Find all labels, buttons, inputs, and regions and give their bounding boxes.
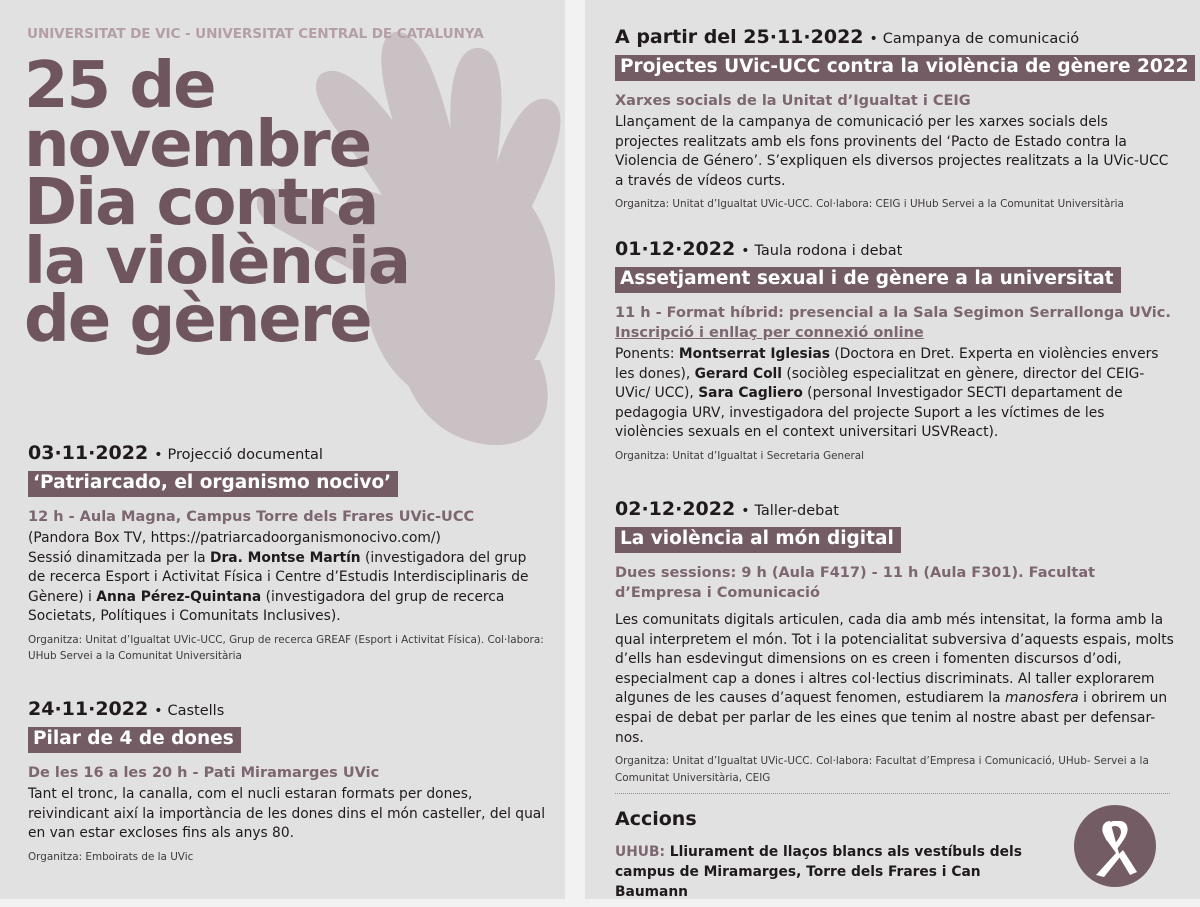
event-type: Taller-debat <box>754 503 839 519</box>
event-body-text: (personal Investigador SECTI departament de pedagogia URV, investigadora del projecte Suport a les víctimes de les violències sexuals en el context universitari USVReact). <box>615 385 1123 441</box>
event-body-text: (investigadora del grup de recerca Societats, Polítiques i Comunitats Inclusives). <box>28 588 505 625</box>
title-line: de gènere <box>24 283 371 357</box>
event-workshop <box>615 498 1175 786</box>
event-date: A partir del 25·11·2022 <box>615 26 864 48</box>
bullet: • <box>741 503 750 519</box>
event-body-text: i obrirem un espai de debat per parlar de les eines que tenim al nostre abast per defensar-nos. <box>615 690 1168 746</box>
title-line: 25 de <box>24 49 215 123</box>
bullet: • <box>154 703 163 719</box>
event-banner: Pilar de 4 de dones <box>28 727 241 753</box>
event-date: 01·12·2022 <box>615 238 736 260</box>
speaker-name: Dra. Montse Martín <box>210 549 361 566</box>
title-line: Dia contra <box>24 166 378 240</box>
event-body-text: Les comunitats digitals articulen, cada dia amb més intensitat, la forma amb la qual interpretem el món. Tot i la potencialitat subversiva d’aquests espais, molts d’ells han esdevingut dimensions on es creen i fomenten discursos d’odi, especialment cap a dones i altres col·lectius discriminats. Al taller explorarem algunes de les causes d’aquest fenomen, estudiarem la <box>615 612 1174 707</box>
event-body <box>615 611 1175 748</box>
event-castells <box>28 698 548 865</box>
event-detail: 12 h - Aula Magna, Campus Torre dels Frares UVic-UCC <box>28 509 475 525</box>
speaker-name: Gerard Coll <box>694 365 783 382</box>
event-organizer: Organitza: Unitat d’Igualtat UVic-UCC. Col·labora: Facultat d’Empresa i Comunicació, UHub- Servei a la Comunitat Universitària, CEIG <box>615 755 1149 784</box>
event-date: 24·11·2022 <box>28 698 149 720</box>
event-body-text: Ponents: <box>615 346 679 362</box>
event-type: Campanya de comunicació <box>882 31 1080 47</box>
event-detail: 11 h - Format híbrid: presencial a la Sala Segimon Serrallonga UVic. <box>615 305 1171 321</box>
right-panel <box>585 0 1200 899</box>
ribbon-badge <box>1074 805 1156 887</box>
actions-lead: UHUB: <box>615 844 665 860</box>
event-body-text: (Doctora en Dret. Experta en violències envers les dones), <box>615 346 1159 382</box>
event-organizer: Organitza: Emboirats de la UVic <box>28 850 194 863</box>
event-body <box>615 345 1175 443</box>
event-banner: ‘Patriarcado, el organismo nocivo’ <box>28 471 398 497</box>
event-detail: Xarxes socials de la Unitat d’Igualtat i CEIG <box>615 93 971 109</box>
actions-body: Lliurament de llaços blancs als vestíbuls dels campus de Miramarges, Torre dels Frares i Can Baumann <box>615 844 1022 899</box>
speaker-name: Montserrat Iglesias <box>678 346 830 362</box>
event-banner: Assetjament sexual i de gènere a la universitat <box>615 267 1121 293</box>
event-organizer: Organitza: Unitat d’Igualtat UVic-UCC. Col·labora: CEIG i UHub Servei a la Comunitat Universitària <box>615 198 1124 211</box>
event-organizer: Organitza: Unitat d’Igualtat UVic-UCC, Grup de recerca GREAF (Esport i Activitat Física). Col·labora: UHub Servei a la Comunitat Universitària <box>28 633 544 663</box>
event-body-text: Sessió dinamitzada per la <box>28 549 211 566</box>
event-banner: La violència al món digital <box>615 527 901 553</box>
bullet: • <box>741 243 750 259</box>
actions-title: Accions <box>615 808 697 830</box>
event-type: Castells <box>167 703 225 719</box>
university-name: UNIVERSITAT DE VIC - UNIVERSITAT CENTRAL DE CATALUNYA <box>27 26 484 42</box>
bullet: • <box>154 447 163 463</box>
emphasis-term: manosfera <box>1004 690 1079 707</box>
event-body <box>28 529 548 627</box>
event-detail: Dues sessions: 9 h (Aula F417) - 11 h (Aula F301). Facultat d’Empresa i Comunicació <box>615 565 1096 601</box>
speaker-name: Sara Cagliero <box>698 385 803 402</box>
registration-link[interactable]: Inscripció i enllaç per connexió online <box>615 325 924 341</box>
event-type: Taula rodona i debat <box>754 243 903 259</box>
event-date: 03·11·2022 <box>28 442 149 464</box>
title-line: la violència <box>24 224 409 299</box>
bullet: • <box>869 31 878 47</box>
ribbon-icon <box>1074 805 1156 887</box>
event-campaign <box>615 26 1189 213</box>
event-body-line: (Pandora Box TV, https://patriarcadoorganismonocivo.com/) <box>28 530 441 546</box>
divider <box>615 793 1170 794</box>
event-body-text: (sociòleg especialitzat en gènere, director del CEIG-UVic/ UCC), <box>615 365 1145 402</box>
event-documentary <box>28 442 548 665</box>
left-panel <box>0 0 565 899</box>
event-round-table <box>615 238 1175 464</box>
actions-text <box>615 842 1045 899</box>
event-body-text: (investigadora del grup de recerca Esport i Activitat Física i Centre d’Estudis Interdisciplinaris de Gènere) i <box>28 549 529 605</box>
event-type: Projecció documental <box>167 447 323 463</box>
event-banner: Projectes UVic-UCC contra la violència de gènere 2022 <box>615 55 1195 81</box>
speaker-name: Anna Pérez-Quintana <box>96 588 262 605</box>
event-body: Llançament de la campanya de comunicació per les xarxes socials dels projectes realitzats amb els fons provinents del ‘Pacto de Estado contra la Violencia de Género’. S’expliquen els diversos projectes realitzats a la UVic-UCC a través de vídeos curts. <box>615 114 1169 189</box>
page-title <box>24 49 409 357</box>
event-body: Tant el tronc, la canalla, com el nucli estaran formats per dones, reivindicant així la importància de les dones dins el món casteller, del qual en van estar excloses fins als anys 80. <box>28 786 546 842</box>
event-organizer: Organitza: Unitat d’Igualtat i Secretaria General <box>615 449 865 462</box>
event-detail: De les 16 a les 20 h - Pati Miramarges UVic <box>28 765 380 781</box>
title-line: novembre <box>24 107 371 182</box>
event-date: 02·12·2022 <box>615 498 736 520</box>
